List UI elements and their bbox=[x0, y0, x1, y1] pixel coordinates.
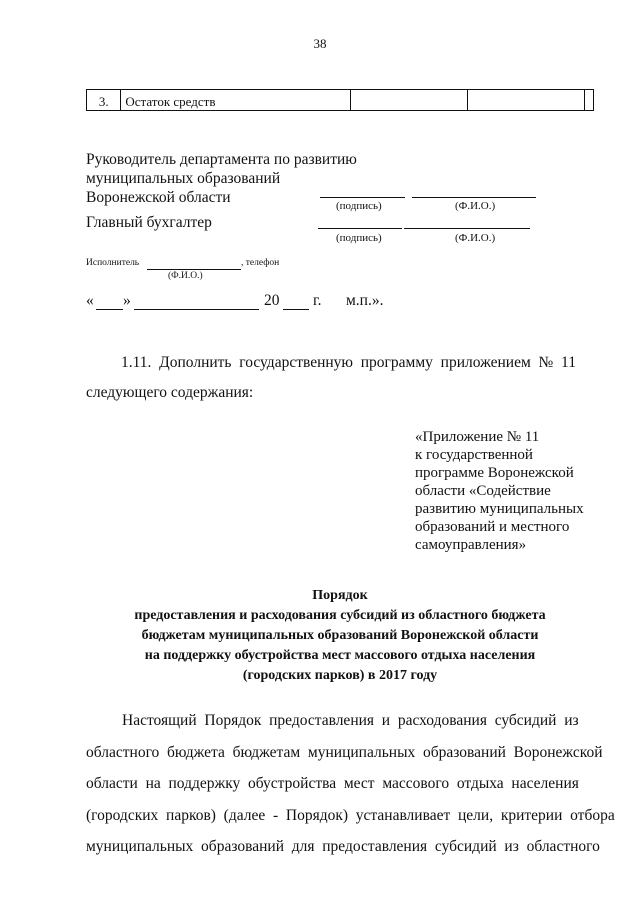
year-suffix: г. bbox=[313, 292, 322, 309]
accountant-name-line bbox=[404, 227, 530, 229]
appendix-line: «Приложение № 11 bbox=[415, 429, 540, 445]
executor-line bbox=[147, 268, 241, 270]
remains-table bbox=[86, 89, 594, 111]
body-line: Настоящий Порядок предоставления и расходования субсидий из bbox=[122, 712, 579, 729]
appendix-line: самоуправления» bbox=[415, 537, 527, 553]
amendment-line-2: следующего содержания: bbox=[86, 384, 254, 401]
executor-name-caption: (Ф.И.О.) bbox=[168, 271, 203, 281]
year-prefix: 20 bbox=[264, 292, 280, 309]
heading-line: предоставления и расходования субсидий из областного бюджета bbox=[134, 608, 546, 623]
head-title-line: Руководитель департамента по развитию bbox=[86, 151, 357, 168]
heading-line: на поддержку обустройства мест массового отдыха населения bbox=[144, 648, 536, 663]
table-row bbox=[87, 90, 594, 111]
appendix-line: области «Содействие bbox=[415, 483, 551, 499]
head-title-line: Воронежской области bbox=[86, 189, 231, 206]
body-line: муниципальных образований для предоставления субсидий из областного bbox=[86, 838, 600, 855]
appendix-line: к государственной bbox=[415, 447, 533, 463]
heading-line: бюджетам муниципальных образований Воронежской области bbox=[141, 628, 539, 643]
appendix-line: образований и местного bbox=[415, 519, 570, 535]
head-signature-caption: (подпись) bbox=[336, 200, 382, 212]
page-number: 38 bbox=[313, 36, 327, 51]
head-name-line bbox=[412, 196, 536, 198]
body-paragraph bbox=[86, 705, 615, 863]
date-month-line bbox=[134, 308, 259, 310]
body-line: областного бюджета бюджетам муниципальных образований Воронежской bbox=[86, 743, 603, 761]
appendix-line: развитию муниципальных bbox=[415, 501, 584, 517]
head-signature-line bbox=[320, 196, 405, 198]
head-title bbox=[86, 150, 357, 207]
appendix-line: программе Воронежской bbox=[415, 465, 574, 481]
amendment-line-1: 1.11. Дополнить государственную программу приложением № 11 bbox=[121, 354, 576, 371]
year-line bbox=[283, 308, 309, 310]
row-label-cell: Остаток средств bbox=[121, 90, 351, 111]
heading-line: Порядок bbox=[312, 588, 368, 603]
head-name-caption: (Ф.И.О.) bbox=[455, 200, 496, 212]
executor-label: Исполнитель bbox=[86, 258, 140, 268]
phone-label: , телефон bbox=[241, 258, 280, 268]
chief-accountant-label: Главный бухгалтер bbox=[86, 214, 212, 231]
date-day-line bbox=[96, 308, 123, 310]
heading-line: (городских парков) в 2017 году bbox=[242, 668, 438, 683]
stamp-place: м.п.». bbox=[346, 292, 384, 309]
document-heading bbox=[80, 586, 600, 686]
value-cell-3 bbox=[585, 90, 594, 111]
head-title-line: муниципальных образований bbox=[86, 170, 281, 187]
accountant-name-caption: (Ф.И.О.) bbox=[455, 232, 496, 244]
body-line: (городских парков) (далее - Порядок) устанавливает цели, критерии отбора bbox=[86, 806, 615, 824]
value-cell-2 bbox=[468, 90, 585, 111]
value-cell-1 bbox=[351, 90, 468, 111]
date-close-quote: » bbox=[123, 292, 131, 309]
date-open-quote: « bbox=[86, 292, 94, 309]
appendix-label bbox=[415, 428, 584, 554]
row-number-cell: 3. bbox=[87, 90, 121, 111]
accountant-signature-line bbox=[318, 227, 402, 229]
body-line: области на поддержку обустройства мест массового отдыха населения bbox=[86, 775, 579, 792]
accountant-signature-caption: (подпись) bbox=[336, 232, 382, 244]
